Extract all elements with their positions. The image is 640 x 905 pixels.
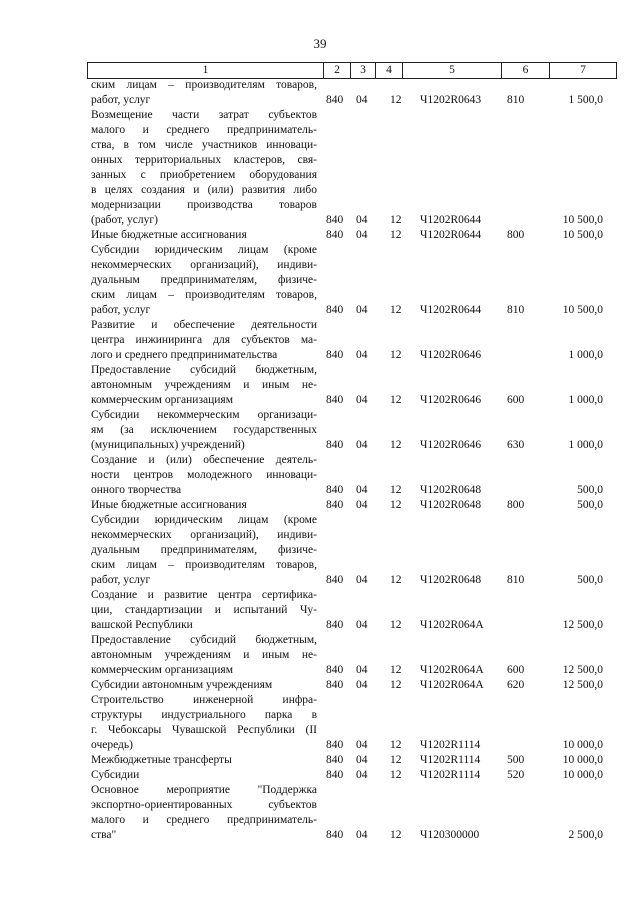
table-row (0, 768, 640, 783)
cell-amount: 10 500,0 (562, 229, 603, 241)
cell-amount: 10 500,0 (562, 304, 603, 316)
cell-expense-type: 800 (507, 499, 525, 511)
cell-subsection: 12 (390, 484, 402, 496)
cell-amount: 1 000,0 (568, 349, 603, 361)
row-description (91, 108, 317, 228)
cell-expense-type: 600 (507, 394, 525, 406)
header-col-7: 7 (550, 63, 617, 78)
cell-target-article: Ч1202R064A (420, 679, 484, 691)
description-line: некоммерческих организаций), индиви- (91, 529, 317, 541)
cell-ministry-code: 840 (326, 94, 344, 106)
description-line: лого и среднего предпринимательства (91, 349, 278, 361)
header-col-2: 2 (324, 63, 351, 78)
cell-ministry-code: 840 (326, 499, 344, 511)
description-line: Строительство инженерной инфра- (91, 694, 317, 706)
cell-target-article: Ч1202R0646 (420, 349, 482, 361)
cell-expense-type: 810 (507, 304, 525, 316)
cell-section: 04 (356, 214, 368, 226)
cell-section: 04 (356, 679, 368, 691)
cell-amount: 10 000,0 (562, 739, 603, 751)
cell-expense-type: 810 (507, 94, 525, 106)
cell-amount: 2 500,0 (568, 829, 603, 841)
description-line: Иные бюджетные ассигнования (91, 229, 247, 241)
row-values (0, 303, 640, 318)
description-line: ям (за исключением государственных (91, 424, 317, 436)
table-header-row (87, 62, 617, 79)
description-line: (работ, услуг) (91, 214, 158, 226)
cell-section: 04 (356, 739, 368, 751)
row-values (0, 573, 640, 588)
description-line: ским лицам – производителям товаров, (91, 559, 317, 571)
cell-section: 04 (356, 574, 368, 586)
cell-expense-type: 800 (507, 229, 525, 241)
cell-subsection: 12 (390, 499, 402, 511)
cell-amount: 1 000,0 (568, 439, 603, 451)
description-line: работ, услуг (91, 574, 151, 586)
description-line: ства, в том числе участников инноваци- (91, 139, 317, 151)
table-row (0, 753, 640, 768)
table-row (0, 363, 640, 408)
table-row (0, 783, 640, 843)
table-row (0, 228, 640, 243)
cell-ministry-code: 840 (326, 769, 344, 781)
cell-ministry-code: 840 (326, 754, 344, 766)
row-values (0, 828, 640, 843)
cell-section: 04 (356, 499, 368, 511)
table-row (0, 408, 640, 453)
cell-subsection: 12 (390, 769, 402, 781)
description-line: работ, услуг (91, 304, 151, 316)
row-values (0, 768, 640, 783)
cell-target-article: Ч1202R0648 (420, 484, 482, 496)
cell-target-article: Ч1202R0648 (420, 499, 482, 511)
cell-target-article: Ч1202R0644 (420, 304, 482, 316)
description-line: некоммерческих организаций), индиви- (91, 259, 317, 271)
cell-subsection: 12 (390, 229, 402, 241)
row-values (0, 663, 640, 678)
description-line: экспортно-ориентированных субъектов (91, 799, 317, 811)
cell-target-article: Ч1202R0643 (420, 94, 482, 106)
row-values (0, 348, 640, 363)
description-line: Субсидии юридическим лицам (кроме (91, 514, 317, 526)
cell-ministry-code: 840 (326, 664, 344, 676)
cell-section: 04 (356, 94, 368, 106)
description-line: ским лицам – производителям товаров, (91, 289, 317, 301)
cell-target-article: Ч1202R064A (420, 664, 484, 676)
cell-section: 04 (356, 754, 368, 766)
cell-target-article: Ч1202R0644 (420, 229, 482, 241)
description-line: онного творчества (91, 484, 182, 496)
table-row (0, 78, 640, 108)
cell-ministry-code: 840 (326, 574, 344, 586)
cell-ministry-code: 840 (326, 229, 344, 241)
cell-expense-type: 520 (507, 769, 525, 781)
description-line: ства" (91, 829, 117, 841)
cell-target-article: Ч1202R1114 (420, 739, 481, 751)
cell-expense-type: 810 (507, 574, 525, 586)
header-col-4: 4 (376, 63, 403, 78)
description-line: структуры индустриального парка в (91, 709, 317, 721)
cell-amount: 500,0 (577, 484, 603, 496)
cell-ministry-code: 840 (326, 829, 344, 841)
row-values (0, 483, 640, 498)
page-number: 39 (313, 36, 327, 51)
description-line: онных территориальных кластеров, свя- (91, 154, 317, 166)
header-col-3: 3 (351, 63, 376, 78)
cell-target-article: Ч120300000 (420, 829, 480, 841)
table-row (0, 513, 640, 588)
description-line: Субсидии юридическим лицам (кроме (91, 244, 317, 256)
cell-amount: 12 500,0 (562, 679, 603, 691)
cell-subsection: 12 (390, 619, 402, 631)
cell-amount: 1 500,0 (568, 94, 603, 106)
cell-section: 04 (356, 769, 368, 781)
description-line: Создание и развитие центра сертифика- (91, 589, 317, 601)
description-line: Создание и (или) обеспечение деятель- (91, 454, 317, 466)
row-values (0, 438, 640, 453)
cell-target-article: Ч1202R0646 (420, 439, 482, 451)
cell-target-article: Ч1202R1114 (420, 754, 481, 766)
cell-subsection: 12 (390, 94, 402, 106)
table-row (0, 678, 640, 693)
description-line: ности центров молодежного инноваци- (91, 469, 317, 481)
cell-subsection: 12 (390, 349, 402, 361)
description-line: автономным учреждениям и иным не- (91, 379, 317, 391)
cell-target-article: Ч1202R0646 (420, 394, 482, 406)
cell-section: 04 (356, 439, 368, 451)
table-row (0, 693, 640, 753)
cell-subsection: 12 (390, 739, 402, 751)
description-line: г. Чебоксары Чувашской Республики (II (91, 724, 317, 736)
header-col-1: 1 (87, 63, 324, 78)
description-line: Основное мероприятие "Поддержка (91, 784, 317, 796)
cell-section: 04 (356, 619, 368, 631)
cell-target-article: Ч1202R1114 (420, 769, 481, 781)
cell-expense-type: 620 (507, 679, 525, 691)
cell-ministry-code: 840 (326, 679, 344, 691)
cell-target-article: Ч1202R064A (420, 619, 484, 631)
cell-section: 04 (356, 349, 368, 361)
cell-subsection: 12 (390, 214, 402, 226)
cell-subsection: 12 (390, 574, 402, 586)
description-line: ским лицам – производителям товаров, (91, 79, 317, 91)
cell-ministry-code: 840 (326, 304, 344, 316)
description-line: модернизации производства товаров (91, 199, 317, 211)
cell-ministry-code: 840 (326, 484, 344, 496)
cell-expense-type: 630 (507, 439, 525, 451)
description-line: Субсидии некоммерческим организаци- (91, 409, 317, 421)
description-line: очередь) (91, 739, 133, 751)
description-line: Возмещение части затрат субъектов (91, 109, 317, 121)
cell-subsection: 12 (390, 679, 402, 691)
row-values (0, 753, 640, 768)
table-row (0, 243, 640, 318)
header-col-6: 6 (502, 63, 550, 78)
cell-expense-type: 600 (507, 664, 525, 676)
table-row (0, 453, 640, 498)
table-row (0, 588, 640, 633)
cell-amount: 10 000,0 (562, 769, 603, 781)
cell-expense-type: 500 (507, 754, 525, 766)
description-line: ции, стандартизации и испытаний Чу- (91, 604, 317, 616)
description-line: Субсидии (91, 769, 140, 781)
table-row (0, 318, 640, 363)
description-line: коммерческим организациям (91, 664, 233, 676)
description-line: вашской Республики (91, 619, 193, 631)
cell-ministry-code: 840 (326, 394, 344, 406)
cell-amount: 12 500,0 (562, 619, 603, 631)
budget-table-body (0, 78, 640, 843)
description-line: Субсидии автономным учреждениям (91, 679, 273, 691)
cell-amount: 500,0 (577, 574, 603, 586)
description-line: автономным учреждениям и иным не- (91, 649, 317, 661)
header-col-5: 5 (403, 63, 502, 78)
row-values (0, 93, 640, 108)
row-values (0, 228, 640, 243)
description-line: дуальным предпринимателям, физиче- (91, 274, 317, 286)
cell-amount: 1 000,0 (568, 394, 603, 406)
description-line: занных с приобретением оборудования (91, 169, 317, 181)
cell-section: 04 (356, 829, 368, 841)
description-line: Иные бюджетные ассигнования (91, 499, 247, 511)
row-values (0, 213, 640, 228)
row-values (0, 738, 640, 753)
cell-section: 04 (356, 484, 368, 496)
cell-subsection: 12 (390, 304, 402, 316)
cell-section: 04 (356, 664, 368, 676)
description-line: Предоставление субсидий бюджетным, (91, 364, 317, 376)
cell-section: 04 (356, 229, 368, 241)
cell-subsection: 12 (390, 664, 402, 676)
cell-amount: 10 000,0 (562, 754, 603, 766)
description-line: малого и среднего предприниматель- (91, 814, 317, 826)
row-values (0, 498, 640, 513)
description-line: дуальным предпринимателям, физиче- (91, 544, 317, 556)
cell-section: 04 (356, 394, 368, 406)
cell-subsection: 12 (390, 829, 402, 841)
cell-amount: 10 500,0 (562, 214, 603, 226)
description-line: малого и среднего предприниматель- (91, 124, 317, 136)
table-row (0, 498, 640, 513)
cell-amount: 500,0 (577, 499, 603, 511)
cell-ministry-code: 840 (326, 349, 344, 361)
cell-ministry-code: 840 (326, 214, 344, 226)
cell-target-article: Ч1202R0648 (420, 574, 482, 586)
cell-ministry-code: 840 (326, 739, 344, 751)
description-line: Предоставление субсидий бюджетным, (91, 634, 317, 646)
cell-subsection: 12 (390, 754, 402, 766)
description-line: центра инжиниринга для субъектов ма- (91, 334, 317, 346)
table-row (0, 633, 640, 678)
description-line: коммерческим организациям (91, 394, 233, 406)
description-line: в целях создания и (или) развития либо (91, 184, 317, 196)
cell-section: 04 (356, 304, 368, 316)
row-values (0, 393, 640, 408)
description-line: (муниципальных) учреждений) (91, 439, 245, 451)
cell-subsection: 12 (390, 439, 402, 451)
cell-ministry-code: 840 (326, 439, 344, 451)
cell-target-article: Ч1202R0644 (420, 214, 482, 226)
cell-amount: 12 500,0 (562, 664, 603, 676)
row-values (0, 618, 640, 633)
description-line: Развитие и обеспечение деятельности (91, 319, 317, 331)
description-line: Межбюджетные трансферты (91, 754, 232, 766)
description-line: работ, услуг (91, 94, 151, 106)
cell-subsection: 12 (390, 394, 402, 406)
table-row (0, 108, 640, 228)
cell-ministry-code: 840 (326, 619, 344, 631)
row-values (0, 678, 640, 693)
